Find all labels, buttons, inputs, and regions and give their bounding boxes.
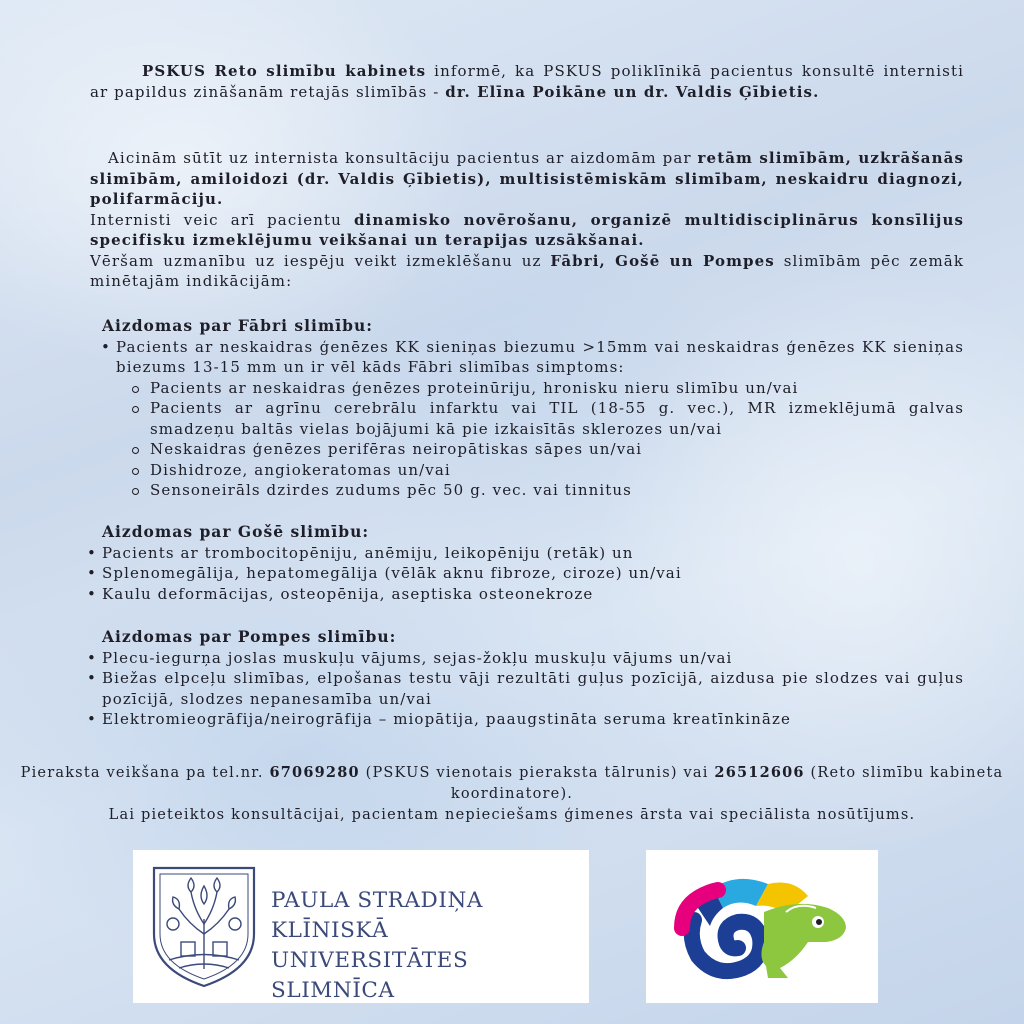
contact-text-end: (Reto slimību kabineta koordinatore).	[450, 765, 1004, 802]
list-item: Pacients ar agrīnu cerebrālu infarktu vai TIL (18-55 g. vec.), MR izmeklējumā galvas smadzeņu baltās vielas bojājumi kā pie izkaisītās sklerozes un/vai	[90, 398, 964, 439]
goshe-heading: Aizdomas par Gošē slimību:	[102, 522, 370, 541]
attention-text: Vēršam uzmanību uz iespēju veikt izmeklēšanu uz	[90, 251, 551, 270]
hospital-name-line2: KLĪNISKĀ UNIVERSITĀTES	[271, 918, 469, 973]
list-item: • Splenomegālija, hepatomegālija (vēlāk aknu fibroze, ciroze) un/vai	[76, 563, 964, 584]
list-item: Dishidroze, angiokeratomas un/vai	[90, 460, 964, 481]
hospital-name-line3: SLIMNĪCA	[271, 978, 395, 1003]
list-item: • Pacients ar trombocitopēniju, anēmiju, leikopēniju (retāk) un	[76, 543, 964, 564]
contact-line	[10, 762, 1014, 805]
attention-bold-diseases: Fābri, Gošē un Pompes	[550, 251, 775, 270]
hospital-name-line1: PAULA STRADIŅA	[271, 888, 484, 913]
list-item: Neskaidras ģenēzes perifēras neiropātiskas sāpes un/vai	[90, 439, 964, 460]
hospital-logo	[133, 850, 589, 1003]
intro-bold-doctors: dr. Elīna Poikāne un dr. Valdis Ģībietis.	[445, 82, 820, 101]
fabri-main-text: Pacients ar neskaidras ģenēzes KK sieniņas biezumu >15mm vai neskaidras ģenēzes KK sieniņas biezums 13-15 mm un ir vēl kāds Fābri slimības simptoms:	[116, 337, 964, 376]
hospital-name	[271, 886, 589, 1006]
contact-text-mid: (PSKUS vienotais pieraksta tālrunis) vai	[359, 765, 715, 781]
list-item: • Plecu-iegurņa joslas muskuļu vājums, sejas-žokļu muskuļu vājums un/vai	[76, 648, 964, 669]
fabri-section	[90, 316, 964, 501]
list-item: Sensoneirāls dzirdes zudums pēc 50 g. vec. vai tinnitus	[90, 480, 964, 501]
contact-text: Pieraksta veikšana pa tel.nr.	[20, 765, 270, 781]
observation-text: Internisti veic arī pacientu	[90, 210, 354, 229]
fabri-list	[90, 337, 964, 501]
attention-text-end: slimībām pēc zemāk minētajām indikācijām:	[90, 251, 965, 290]
phone-number-coordinator: 26512606	[714, 764, 805, 781]
chameleon-logo-icon	[668, 868, 858, 986]
invitation-paragraph	[90, 148, 964, 292]
pompe-section	[90, 627, 964, 730]
fabri-heading: Aizdomas par Fābri slimību:	[102, 316, 374, 335]
intro-text: informē, ka PSKUS poliklīnikā pacientus konsultē internisti ar papildus zināšanām retajās slimībās -	[90, 62, 964, 101]
intro-bold-clinic: PSKUS Reto slimību kabinets	[142, 62, 427, 80]
fabri-main-item	[90, 337, 964, 501]
invitation-text: Aicinām sūtīt uz internista konsultāciju pacientus ar aizdomām par	[108, 149, 698, 167]
pompe-heading: Aizdomas par Pompes slimību:	[102, 627, 397, 646]
invitation-bold-diseases: retām slimībām, uzkrāšanās slimībām, amiloidozi (dr. Valdis Ģībietis), multisistēmiskām slimībam, neskaidru diagnozi, polifarmāciju.	[90, 149, 964, 208]
hospital-crest-icon	[149, 864, 259, 990]
intro-paragraph	[90, 61, 964, 102]
phone-number-main: 67069280	[269, 764, 360, 781]
contact-footer	[10, 762, 1014, 826]
pompe-list	[76, 648, 964, 730]
observation-bold: dinamisko novērošanu, organizē multidisciplinārus konsīlijus specifisku izmeklējumu veikšanai un terapijas uzsākšanai.	[90, 210, 965, 249]
list-item: • Biežas elpceļu slimības, elpošanas testu vāji rezultāti guļus pozīcijā, aizdusa pie slodzes vai guļus pozīcijā, slodzes nepanesamība un/vai	[76, 668, 964, 709]
goshe-list	[76, 543, 964, 605]
list-item: • Elektromieogrāfija/neirogrāfija – miopātija, paaugstināta seruma kreatīnkināze	[76, 709, 964, 730]
goshe-section	[90, 522, 964, 604]
list-item: • Kaulu deformācijas, osteopēnija, aseptiska osteonekroze	[76, 584, 964, 605]
rare-disease-logo	[646, 850, 878, 1003]
list-item: Pacients ar neskaidras ģenēzes proteinūriju, hronisku nieru slimību un/vai	[90, 378, 964, 399]
fabri-sublist	[116, 378, 964, 501]
referral-note: Lai pieteiktos konsultācijai, pacientam nepieciešams ģimenes ārsta vai speciālista nosūtījums.	[108, 807, 916, 823]
